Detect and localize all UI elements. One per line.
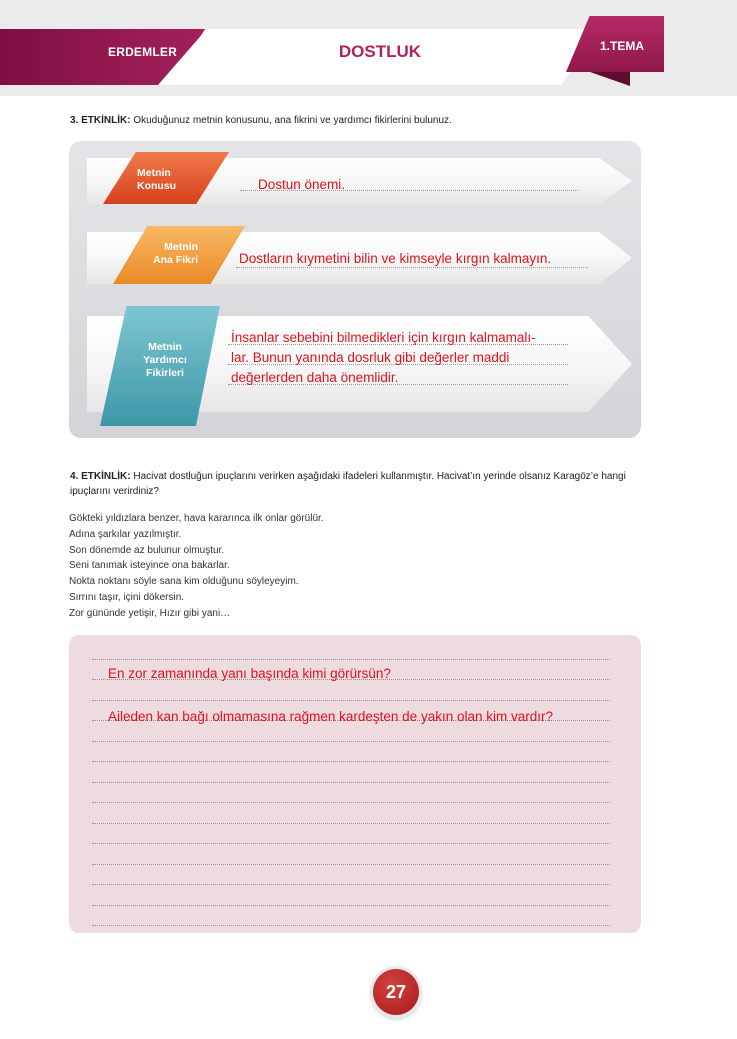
writing-line xyxy=(92,741,610,742)
hint-item: Gökteki yıldızlara benzer, hava kararınca ilk onlar görülür. xyxy=(69,513,324,524)
hint-item: Zor gününde yetişir, Hızır gibi yani… xyxy=(69,607,231,619)
handwritten-answer: Aileden kan bağı olmamasına rağmen kardeşten de yakın olan kim vardır? xyxy=(108,709,553,724)
writing-line xyxy=(92,659,610,660)
section-label: ERDEMLER xyxy=(108,45,177,59)
writing-line xyxy=(92,864,610,865)
page-number: 27 xyxy=(373,969,419,1015)
hint-item: Son dönemde az bulunur olmuştur. xyxy=(69,544,225,556)
main-idea-answer[interactable]: Dostların kıymetini bilin ve kimseyle kırgın kalmayın. xyxy=(239,251,552,266)
hint-item: Sırrını taşır, içini dökersin. xyxy=(69,591,185,603)
supporting-ideas-tag-label: Metnin Yardımcı Fikirleri xyxy=(143,341,187,379)
activity-4-text: Hacivat dostluğun ipuçlarını verirken aşağıdaki ifadeleri kullanmıştır. Hacivat’ın yerinde olsanız Karagöz’e hangi ipuçlarını verirdiniz? xyxy=(70,471,626,497)
writing-line xyxy=(92,925,610,926)
main-idea-tag-label: Metnin Ana Fikri xyxy=(153,241,198,266)
writing-line xyxy=(92,843,610,844)
theme-label: 1.TEMA xyxy=(600,39,645,53)
handwritten-answer: En zor zamanında yanı başında kimi görürsün? xyxy=(108,666,391,681)
activity-3-instruction xyxy=(70,113,670,128)
writing-line xyxy=(92,905,610,906)
activity-3-label: 3. ETKİNLİK: xyxy=(70,115,131,126)
topic-answer[interactable]: Dostun önemi. xyxy=(258,177,346,192)
writing-line xyxy=(92,761,610,762)
writing-line xyxy=(92,884,610,885)
activity-4-label: 4. ETKİNLİK: xyxy=(70,471,131,482)
hint-list xyxy=(69,511,629,622)
writing-line xyxy=(92,700,610,701)
page-title: DOSTLUK xyxy=(338,42,422,61)
activity-3-text: Okuduğunuz metnin konusunu, ana fikrini ve yardımcı fikirlerini bulunuz. xyxy=(130,115,452,126)
writing-line xyxy=(92,782,610,783)
topic-tag-label: Metnin Konusu xyxy=(137,167,177,192)
hint-item: Seni tanımak isteyince ona bakarlar. xyxy=(69,560,230,572)
writing-line xyxy=(92,823,610,824)
activity-4-instruction xyxy=(70,469,642,499)
hint-item: Adına şarkılar yazılmıştır. xyxy=(69,528,182,540)
writing-line xyxy=(92,802,610,803)
supporting-ideas-answer[interactable]: İnsanlar sebebini bilmedikleri için kırgın kalmamalı- lar. Bunun yanında dosrluk gibi değerler maddi değerlerden daha önemlidir. xyxy=(231,330,536,385)
hint-item: Nokta noktanı söyle sana kim olduğunu söyleyeyim. xyxy=(69,576,299,588)
